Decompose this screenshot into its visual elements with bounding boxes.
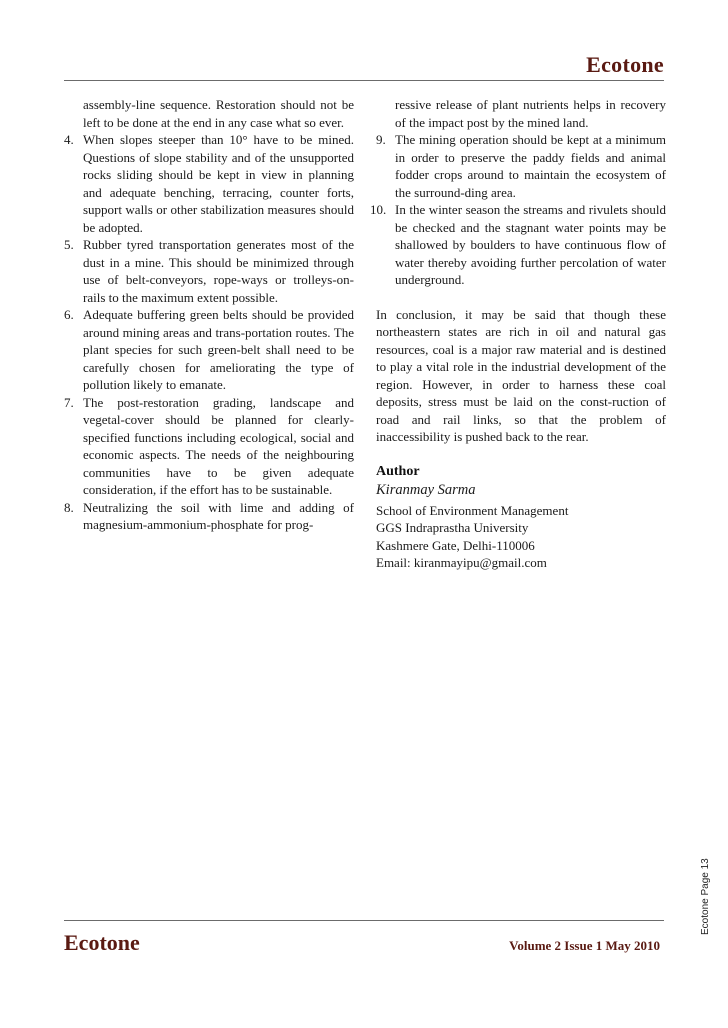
list-text: The mining operation should be kept at a minimum in order to preserve the paddy fields and animal fodder crops around to maintain the ecosystem of the surround-ding area. xyxy=(395,132,666,200)
list-item-9 xyxy=(376,131,666,201)
list-number: 9. xyxy=(376,132,386,147)
list-text: Rubber tyred transportation generates most of the dust in a mine. This should be minimized through use of belt-conveyors, rope-ways or trolleys-on-rails to the maximum extent possible. xyxy=(83,237,354,305)
list-number: 5. xyxy=(64,237,74,252)
list-number: 8. xyxy=(64,499,74,515)
list-item-4 xyxy=(64,131,354,236)
list-number: 6. xyxy=(64,307,74,322)
list-text: Neutralizing the soil with lime and adding of magnesium-ammonium-phosphate for prog- xyxy=(83,499,354,532)
list-item-8 xyxy=(64,499,354,534)
author-address: Kashmere Gate, Delhi-110006 xyxy=(376,537,535,553)
author-university: GGS Indraprastha University xyxy=(376,520,529,535)
issue-info: Volume 2 Issue 1 May 2010 xyxy=(509,938,660,953)
author-email: Email: kiranmayipu@gmail.com xyxy=(376,555,547,570)
list-item-6 xyxy=(64,306,354,394)
list-text: Adequate buffering green belts should be provided around mining areas and trans-portation routes. The plant species for such green-belt shall need to be carefully chosen for ameliorating the type of pollution likely to emanate. xyxy=(83,307,354,392)
author-department: School of Environment Management xyxy=(376,502,569,518)
journal-header-title: Ecotone xyxy=(586,52,664,77)
list-item-10 xyxy=(370,201,666,289)
list-number: 10. xyxy=(370,202,387,217)
page-number-label: Ecotone Page 13 xyxy=(700,858,711,935)
list-number: 4. xyxy=(64,132,74,147)
list-text: When slopes steeper than 10° have to be mined. Questions of slope stability and of the unsupported rocks sliding should be kept in view in planning and adequate benching, terracing, counter forts, support walls or other stabilization measures should be adopted. xyxy=(83,132,354,235)
list-text: In the winter season the streams and rivulets should be checked and the stagnant water points may be shallowed by boulders to have continuous flow of water thereby avoiding further percolation of water underground. xyxy=(395,202,666,287)
author-name: Kiranmay Sarma xyxy=(376,482,476,498)
list-item-5 xyxy=(64,236,354,306)
left-column xyxy=(64,96,354,534)
right-column xyxy=(370,96,666,572)
conclusion-paragraph: In conclusion, it may be said that though these northeastern states are rich in oil and natural gas resources, coal is a major raw material and is destined to play a vital role in the industrial development of the region. However, in order to harness these coal deposits, stress must be laid on the const-ruction of road and rail links, so that the problem of inaccessibility is pushed back to the rear. xyxy=(376,306,666,444)
header-divider xyxy=(64,80,664,81)
list-text: The post-restoration grading, landscape and vegetal-cover should be planned for clearly-specified functions including ecological, social and economic aspects. The needs of the neighbouring communities have to be given adequate consideration, if the effort has to be sustainable. xyxy=(83,394,354,497)
left-continuation-text: assembly-line sequence. Restoration should not be left to be done at the end in any case what so ever. xyxy=(83,97,354,130)
author-heading: Author xyxy=(376,463,420,479)
right-continuation-text: ressive release of plant nutrients helps in recovery of the impact post by the mined land. xyxy=(395,97,666,130)
journal-footer-title: Ecotone xyxy=(64,930,140,955)
list-number: 7. xyxy=(64,394,74,410)
list-item-7 xyxy=(64,394,354,499)
footer-divider xyxy=(64,920,664,921)
